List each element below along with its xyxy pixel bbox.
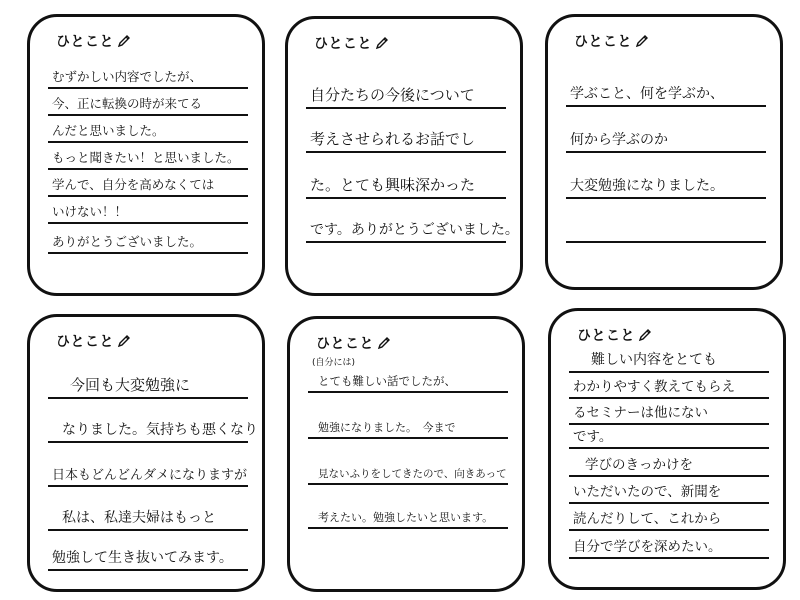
comment-line: 何から学ぶのか bbox=[566, 107, 766, 153]
marginal-annotation: (自分には) bbox=[312, 358, 356, 368]
comment-line: 見ないふりをしてきたので、向きあって bbox=[308, 439, 508, 485]
comment-line: た。とても興味深かった bbox=[306, 153, 506, 199]
comment-line: ありがとうございました。 bbox=[48, 224, 248, 254]
card-header bbox=[56, 331, 131, 351]
comment-line: 自分たちの今後について bbox=[306, 61, 506, 109]
comment-line: 考えさせられるお話でし bbox=[306, 109, 506, 153]
card-header-label: ひとこと bbox=[577, 328, 635, 344]
comment-card-5 bbox=[287, 316, 525, 592]
comment-line: なりました。気持ちも悪くなり bbox=[48, 399, 248, 443]
comment-line: です。ありがとうございました。 bbox=[306, 199, 506, 243]
card-header bbox=[577, 325, 652, 345]
card-header bbox=[316, 333, 391, 353]
pencil-icon bbox=[377, 336, 391, 350]
comment-line: 私は、私達夫婦はもっと bbox=[48, 487, 248, 531]
comment-card-1 bbox=[27, 14, 265, 296]
comment-line: いけない！！ bbox=[48, 197, 248, 224]
card-header bbox=[574, 31, 649, 51]
card-header-label: ひとこと bbox=[314, 36, 372, 52]
comment-line: です。 bbox=[569, 425, 769, 449]
comment-line: もっと聞きたい！と思いました。 bbox=[48, 143, 248, 170]
comment-line: いただいたので、新聞を bbox=[569, 477, 769, 504]
comment-line: 自分で学びを深めたい。 bbox=[569, 531, 769, 559]
comment-line: わかりやすく教えてもらえ bbox=[569, 373, 769, 399]
comment-line: 難しい内容をとても bbox=[569, 347, 769, 373]
pencil-icon bbox=[635, 34, 649, 48]
comment-line: んだと思いました。 bbox=[48, 116, 248, 143]
comment-card-6 bbox=[548, 308, 786, 590]
comment-line: むずかしい内容でしたが、 bbox=[48, 57, 248, 89]
pencil-icon bbox=[638, 328, 652, 342]
card-header-label: ひとこと bbox=[574, 34, 632, 50]
comment-line: 勉強して生き抜いてみます。 bbox=[48, 531, 248, 571]
comment-card-4 bbox=[27, 314, 265, 592]
card-header-label: ひとこと bbox=[316, 336, 374, 352]
pencil-icon bbox=[117, 34, 131, 48]
comment-line: 考えたい。勉強したいと思います。 bbox=[308, 485, 508, 529]
comment-card-2 bbox=[285, 16, 523, 296]
comment-line: 学ぶこと、何を学ぶか、 bbox=[566, 61, 766, 107]
comment-line bbox=[566, 199, 766, 243]
comment-line: 今、正に転換の時が来てる bbox=[48, 89, 248, 116]
comment-line: 大変勉強になりました。 bbox=[566, 153, 766, 199]
comment-card-3 bbox=[545, 14, 783, 290]
card-header bbox=[56, 31, 131, 51]
comment-line: 勉強になりました。 今まで bbox=[308, 393, 508, 439]
comment-line: 学びのきっかけを bbox=[569, 449, 769, 477]
comment-line: 学んで、自分を高めなくては bbox=[48, 170, 248, 197]
card-header-label: ひとこと bbox=[56, 334, 114, 350]
card-header bbox=[314, 33, 389, 53]
comment-line: とても難しい話でしたが、 bbox=[308, 365, 508, 393]
pencil-icon bbox=[375, 36, 389, 50]
comment-line: るセミナーは他にない bbox=[569, 399, 769, 425]
comment-line: 読んだりして、これから bbox=[569, 504, 769, 531]
comment-line: 日本もどんどんダメになりますが bbox=[48, 443, 248, 487]
card-header-label: ひとこと bbox=[56, 34, 114, 50]
pencil-icon bbox=[117, 334, 131, 348]
comment-line: 今回も大変勉強に bbox=[48, 355, 248, 399]
